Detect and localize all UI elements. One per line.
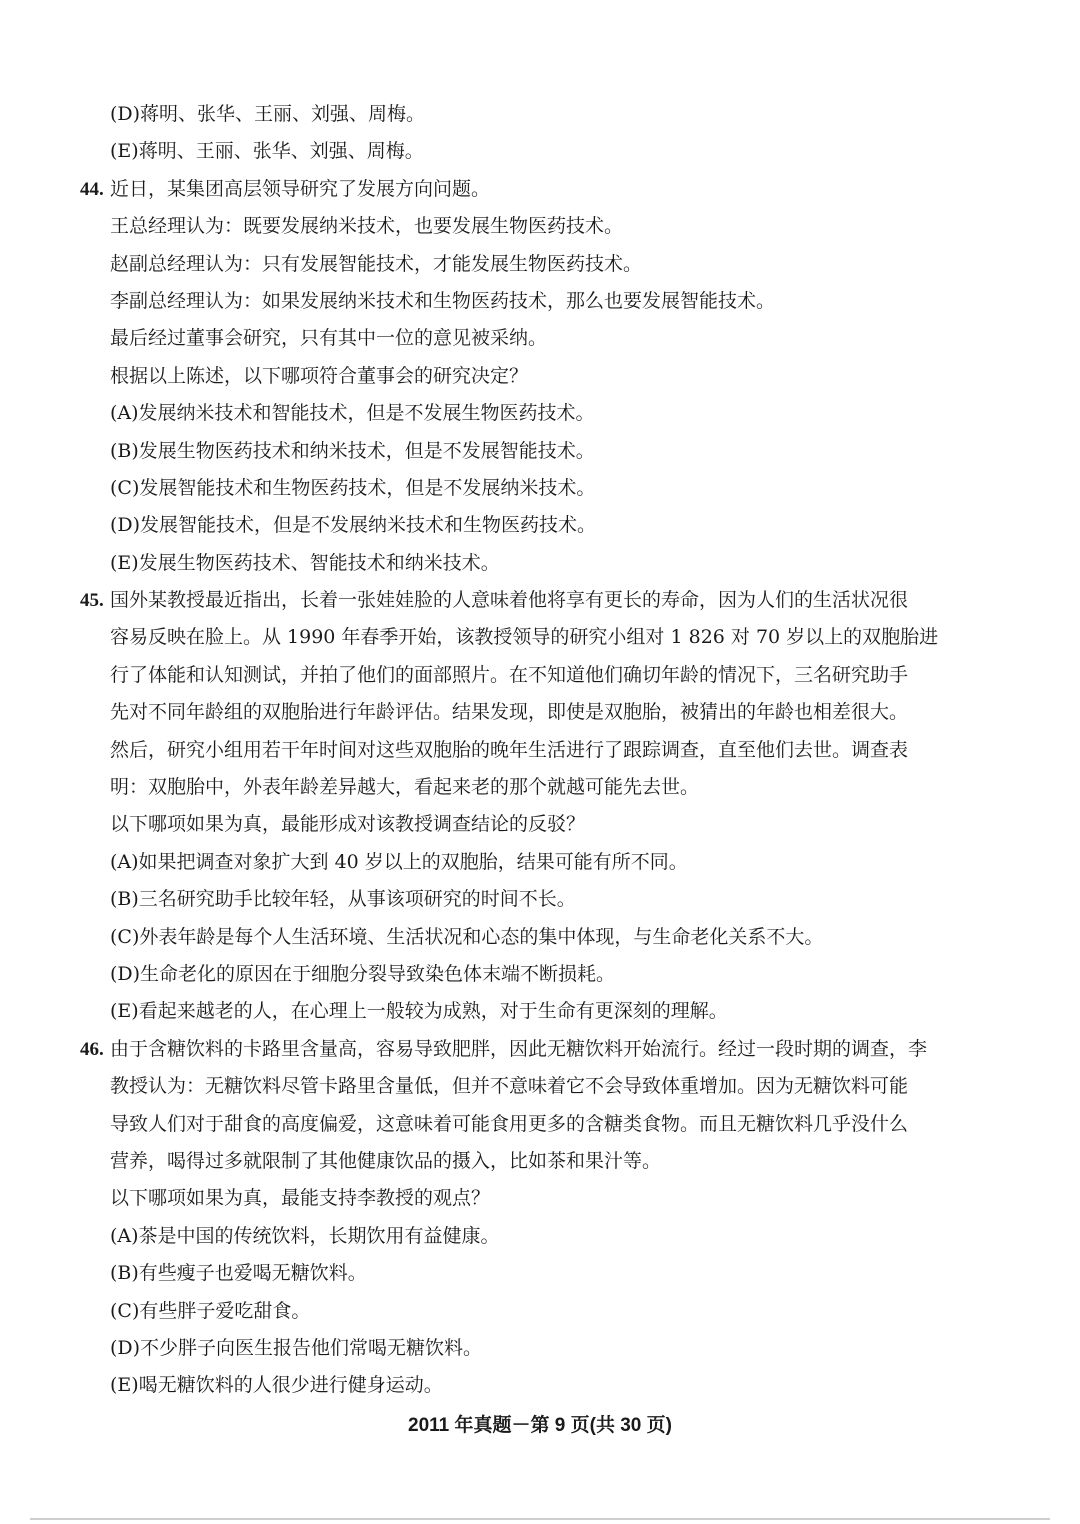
question-stem-line: 国外某教授最近指出，长着一张娃娃脸的人意味着他将享有更长的寿命，因为人们的生活状况很 bbox=[110, 589, 909, 612]
bottom-divider bbox=[30, 1518, 1050, 1520]
question-46 bbox=[0, 1031, 1080, 1405]
question-stem-line: 近日，某集团高层领导研究了发展方向问题。 bbox=[110, 177, 491, 200]
option-c: (C)外表年龄是每个人生活环境、生活状况和心态的集中体现，与生命老化关系不大。 bbox=[110, 925, 824, 948]
option-b: (B)有些瘦子也爱喝无糖饮料。 bbox=[110, 1262, 367, 1285]
option-d: (D)生命老化的原因在于细胞分裂导致染色体末端不断损耗。 bbox=[110, 962, 616, 985]
question-45 bbox=[0, 582, 1080, 1031]
question-stem-line: 行了体能和认知测试，并拍了他们的面部照片。在不知道他们确切年龄的情况下，三名研究助手 bbox=[110, 663, 909, 686]
option-a: (A)如果把调查对象扩大到 40 岁以上的双胞胎，结果可能有所不同。 bbox=[110, 850, 688, 873]
question-44 bbox=[0, 171, 1080, 582]
option-b: (B)发展生物医药技术和纳米技术，但是不发展智能技术。 bbox=[110, 439, 595, 462]
option-c: (C)发展智能技术和生物医药技术，但是不发展纳米技术。 bbox=[110, 476, 596, 499]
option-a: (A)发展纳米技术和智能技术，但是不发展生物医药技术。 bbox=[110, 402, 595, 425]
option-c: (C)有些胖子爱吃甜食。 bbox=[110, 1299, 311, 1322]
question-stem-line: 先对不同年龄组的双胞胎进行年龄评估。结果发现，即使是双胞胎，被猜出的年龄也相差很大。 bbox=[110, 701, 909, 724]
option-d: (D)发展智能技术，但是不发展纳米技术和生物医药技术。 bbox=[110, 514, 597, 537]
prev-option-e: (E)蒋明、王丽、张华、刘强、周梅。 bbox=[110, 140, 424, 163]
question-stem-line: 教授认为：无糖饮料尽管卡路里含量低，但并不意味着它不会导致体重增加。因为无糖饮料可能 bbox=[110, 1075, 909, 1098]
page-footer: 2011 年真题－第 9 页(共 30 页) bbox=[408, 1415, 672, 1436]
option-b: (B)三名研究助手比较年轻，从事该项研究的时间不长。 bbox=[110, 888, 576, 911]
question-prompt: 以下哪项如果为真，最能形成对该教授调查结论的反驳？ bbox=[110, 813, 586, 836]
question-stem-line: 导致人们对于甜食的高度偏爱，这意味着可能食用更多的含糖类食物。而且无糖饮料几乎没什么 bbox=[110, 1112, 909, 1135]
question-stem-line: 赵副总经理认为：只有发展智能技术，才能发展生物医药技术。 bbox=[110, 252, 643, 275]
prev-option-d: (D)蒋明、张华、王丽、刘强、周梅。 bbox=[110, 103, 426, 125]
question-prompt: 以下哪项如果为真，最能支持李教授的观点？ bbox=[110, 1187, 491, 1210]
question-number: 46. bbox=[80, 1038, 104, 1060]
option-e: (E)看起来越老的人，在心理上一般较为成熟，对于生命有更深刻的理解。 bbox=[110, 1000, 728, 1023]
question-stem-line: 营养，喝得过多就限制了其他健康饮品的摄入，比如茶和果汁等。 bbox=[110, 1149, 662, 1172]
question-stem-line: 由于含糖饮料的卡路里含量高，容易导致肥胖，因此无糖饮料开始流行。经过一段时期的调查，李 bbox=[110, 1037, 928, 1060]
option-a: (A)茶是中国的传统饮料，长期饮用有益健康。 bbox=[110, 1224, 500, 1247]
option-d: (D)不少胖子向医生报告他们常喝无糖饮料。 bbox=[110, 1336, 483, 1359]
page-content bbox=[0, 96, 1080, 1405]
question-stem-line: 李副总经理认为：如果发展纳米技术和生物医药技术，那么也要发展智能技术。 bbox=[110, 289, 776, 312]
question-stem-line: 然后，研究小组用若干年时间对这些双胞胎的晚年生活进行了跟踪调查，直至他们去世。调查表 bbox=[110, 738, 909, 761]
question-prompt: 根据以上陈述，以下哪项符合董事会的研究决定？ bbox=[110, 364, 529, 387]
question-stem-line: 明：双胞胎中，外表年龄差异越大，看起来老的那个就越可能先去世。 bbox=[110, 776, 700, 799]
option-e: (E)喝无糖饮料的人很少进行健身运动。 bbox=[110, 1374, 443, 1397]
question-stem-line: 最后经过董事会研究，只有其中一位的意见被采纳。 bbox=[110, 327, 548, 350]
question-stem-line: 容易反映在脸上。从 1990 年春季开始，该教授领导的研究小组对 1 826 对 70 岁以上的双胞胎进 bbox=[110, 626, 939, 649]
question-number: 45. bbox=[80, 590, 104, 612]
question-number: 44. bbox=[80, 178, 104, 200]
question-stem-line: 王总经理认为：既要发展纳米技术，也要发展生物医药技术。 bbox=[110, 215, 624, 238]
option-e: (E)发展生物医药技术、智能技术和纳米技术。 bbox=[110, 551, 500, 574]
